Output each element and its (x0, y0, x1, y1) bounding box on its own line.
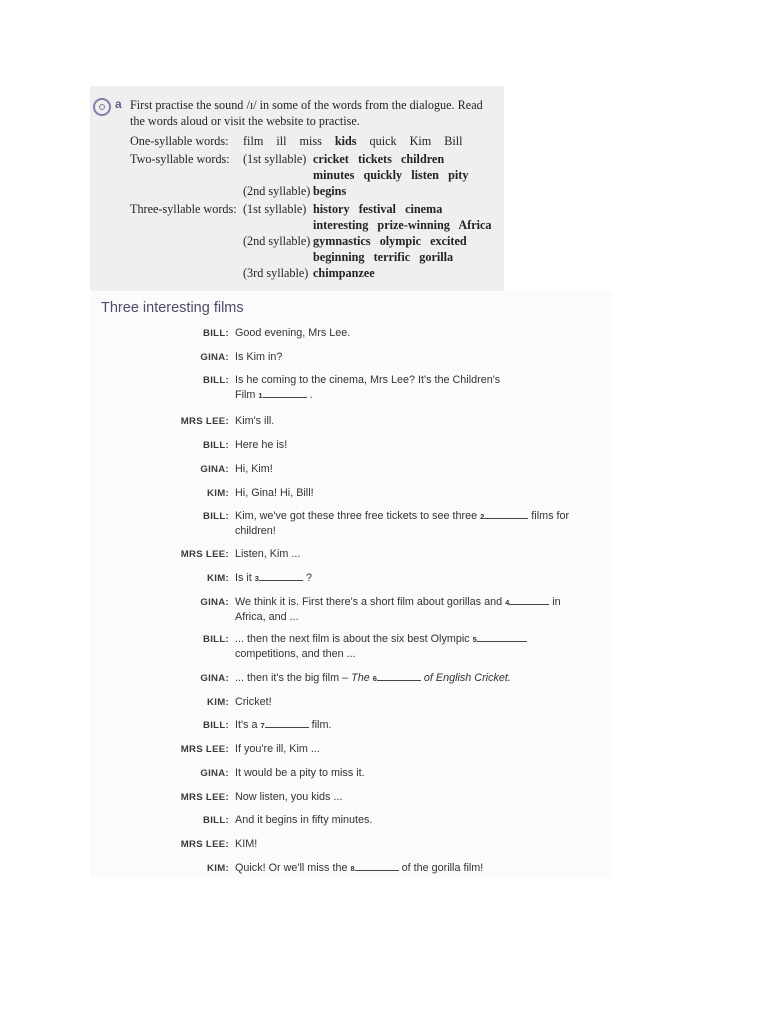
gap-blank-2[interactable] (484, 509, 528, 519)
dialogue-line-cont: children! (235, 525, 276, 537)
speaker-label: KIM: (207, 863, 229, 874)
dialogue-line: Now listen, you kids ... (235, 791, 343, 803)
two-syllable-label: Two-syllable words: (130, 152, 230, 166)
gap-number: 8 (350, 864, 355, 873)
gap-number: 4 (505, 598, 510, 607)
word: quick (369, 134, 397, 148)
two-syllable-first-row1: cricket tickets children (313, 152, 445, 166)
three-syllable-label: Three-syllable words: (130, 202, 237, 216)
gap-blank-1[interactable] (263, 388, 307, 398)
one-syllable-label: One-syllable words: (130, 134, 229, 148)
dialogue-line-cont: Africa, and ... (235, 611, 299, 623)
dialogue-text: Film (235, 389, 256, 401)
dialogue-line (235, 861, 483, 876)
speaker-label: GINA: (200, 673, 229, 684)
speaker-label: BILL: (202, 440, 229, 451)
speaker-label: MRS LEE: (180, 792, 229, 803)
dialogue-line: Listen, Kim ... (235, 548, 301, 560)
dialogue-text: of the gorilla film! (401, 862, 484, 874)
dialogue-line: Is he coming to the cinema, Mrs Lee? It's the Children's (235, 374, 501, 386)
dialogue-line: Hi, Gina! Hi, Bill! (235, 487, 314, 499)
dialogue-line-cont: competitions, and then ... (235, 648, 356, 660)
three-syllable-first-row2: interesting prize-winning Africa (313, 218, 492, 232)
dialogue-text: ... then the next film is about the six best Olympic (235, 633, 470, 645)
dialogue-text: ... then it's the big film – (235, 672, 349, 684)
speaker-label: BILL: (202, 720, 229, 731)
dialogue-text: We think it is. First there's a short film about gorillas and (235, 596, 503, 608)
dialogue-line: Is Kim in? (235, 351, 283, 363)
dialogue-line (235, 718, 331, 733)
word: film (243, 134, 264, 148)
speaker-label: BILL: (202, 375, 229, 386)
speaker-label: KIM: (207, 488, 229, 499)
dialogue-line (235, 571, 312, 586)
film-title-start: The (351, 672, 370, 684)
exercise-instruction: First practise the sound /ɪ/ in some of the words from the dialogue. Read the words aloud or visit the website to practise. (130, 98, 483, 128)
speaker-label: GINA: (200, 597, 229, 608)
dialogue-text: Kim, we've got these three free tickets to see three (235, 510, 478, 522)
three-syllable-second-row1: gymnastics olympic excited (313, 234, 467, 248)
gap-blank-3[interactable] (259, 571, 303, 581)
word: Bill (444, 134, 463, 148)
dialogue-line: KIM! (235, 838, 258, 850)
dialogue-text: . (309, 389, 313, 401)
dialogue-text: in (552, 596, 561, 608)
dialogue-line: Kim's ill. (235, 415, 275, 427)
film-title-end: of English Cricket. (423, 672, 511, 684)
gap-blank-5[interactable] (477, 632, 527, 642)
three-syllable-third: chimpanzee (313, 266, 375, 280)
gap-number: 7 (260, 721, 265, 730)
dialogue-line: Here he is! (235, 439, 288, 451)
dialogue-text: Is it (235, 572, 252, 584)
syllable-tag: (1st syllable) (243, 152, 307, 166)
audio-cd-icon[interactable] (93, 98, 111, 116)
word: ill (276, 134, 287, 148)
speaker-label: MRS LEE: (180, 839, 229, 850)
gap-number: 6 (372, 674, 377, 683)
two-syllable-first-row2: minutes quickly listen pity (313, 168, 469, 182)
speaker-label: GINA: (200, 768, 229, 779)
dialogue-line: And it begins in fifty minutes. (235, 814, 373, 826)
dialogue-line: It would be a pity to miss it. (235, 767, 365, 779)
gap-number: 1 (258, 391, 263, 400)
dialogue-line: Good evening, Mrs Lee. (235, 327, 351, 339)
dialogue-text: film. (311, 719, 332, 731)
syllable-tag: (2nd syllable) (243, 234, 311, 248)
gap-blank-4[interactable] (509, 595, 549, 605)
word: kids (334, 134, 357, 148)
speaker-label: MRS LEE: (180, 744, 229, 755)
gap-number: 3 (254, 574, 259, 583)
dialogue-line (235, 595, 561, 610)
dialogue-line-cont (235, 388, 313, 403)
word: Kim (409, 134, 432, 148)
dialogue-text: It's a (235, 719, 258, 731)
word: miss (299, 134, 322, 148)
speaker-label: GINA: (200, 464, 229, 475)
syllable-tag: (2nd syllable) (243, 184, 311, 198)
three-syllable-first-row1: history festival cinema (313, 202, 443, 216)
dialogue-line (235, 632, 527, 647)
dialogue-text: films for (531, 510, 570, 522)
dialogue-line: Cricket! (235, 696, 272, 708)
syllable-tag: (1st syllable) (243, 202, 307, 216)
dialogue-title: Three interesting films (101, 300, 244, 316)
dialogue-line: Hi, Kim! (235, 463, 273, 475)
speaker-label: GINA: (200, 352, 229, 363)
speaker-label: BILL: (202, 815, 229, 826)
gap-blank-8[interactable] (355, 861, 399, 871)
speaker-label: MRS LEE: (180, 416, 229, 427)
gap-blank-7[interactable] (265, 718, 309, 728)
speaker-label: BILL: (202, 634, 229, 645)
dialogue-line (235, 509, 569, 524)
two-syllable-second: begins (313, 184, 347, 198)
dialogue-line: If you're ill, Kim ... (235, 743, 320, 755)
speaker-label: BILL: (202, 328, 229, 339)
speaker-label: KIM: (207, 573, 229, 584)
speaker-label: MRS LEE: (180, 549, 229, 560)
one-syllable-words (243, 134, 476, 149)
speaker-label: KIM: (207, 697, 229, 708)
exercise-letter: a (115, 97, 122, 111)
dialogue-text: Quick! Or we'll miss the (235, 862, 348, 874)
gap-blank-6[interactable] (377, 671, 421, 681)
gap-number: 5 (472, 635, 477, 644)
syllable-tag: (3rd syllable) (243, 266, 309, 280)
dialogue-text: ? (305, 572, 312, 584)
dialogue-line (235, 671, 511, 686)
speaker-label: BILL: (202, 511, 229, 522)
gap-number: 2 (480, 512, 485, 521)
three-syllable-second-row2: beginning terrific gorilla (313, 250, 454, 264)
